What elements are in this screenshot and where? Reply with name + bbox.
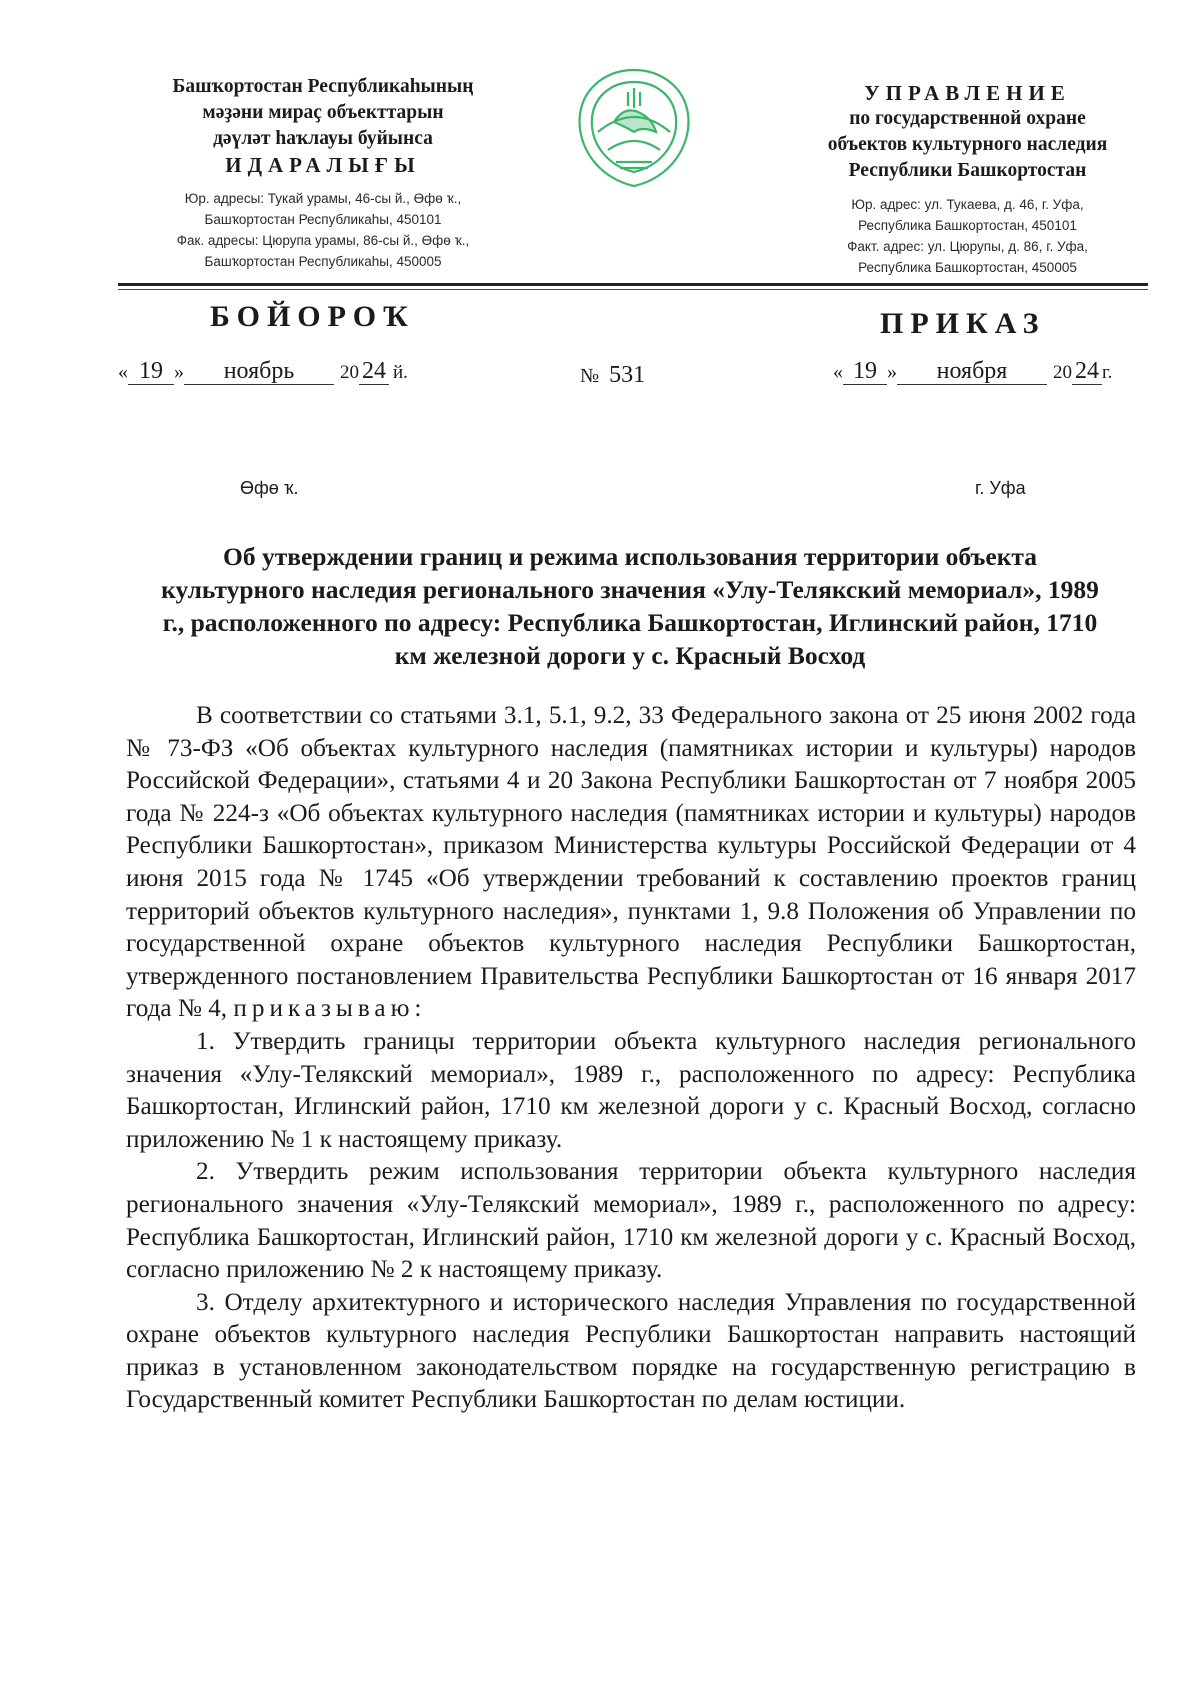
org-name-russian: УПРАВЛЕНИЕ по государственной охране объектов культурного наследия Республики Башкортостан (827, 81, 1108, 181)
preamble-paragraph: В соответствии со статьями 3.1, 5.1, 9.2, 33 Федерального закона от 25 июня 2002 года № 73-ФЗ «Об объектах культурного наследия (памятниках истории и культуры) народов Российской Федерации», статьями 4 и 20 Закона Республики Башкортостан от 7 ноября 2005 года № 224-з «Об объектах культурного наследия (памятниках истории и культуры) народов Республики Башкортостан», приказом Министерства культуры Российской Федерации от 4 июня 2015 года № 1745 «Об утверждении требований к составлению проектов границ территорий объектов культурного наследия», пунктами 1, 9.8 Положения об Управлении по государственной охране объектов культурного наследия Республики Башкортостан, утвержденного постановлением Правительства Республики Башкортостан от 16 января 2017 года № 4, приказываю: (126, 702, 1136, 1023)
date-month: ноябрь (184, 358, 334, 385)
header-left-block (108, 74, 538, 272)
decree-word: приказываю: (233, 995, 427, 1023)
date-day: 19 (843, 358, 887, 385)
date-year: 24 (1072, 358, 1102, 385)
item-paragraph: 2. Утвердить режим использования территории объекта культурного наследия регионального значения «Улу-Телякский мемориал», 1989 г., расположенного по адресу: Республика Башкортостан, Иглинский район, 1710 км железной дороги у с. Красный Восход, согласно приложению № 2 к настоящему приказу. (126, 1158, 1136, 1284)
header-divider (118, 283, 1148, 286)
address-russian: Юр. адрес: ул. Тукаева, д. 46, г. Уфа, Республика Башкортостан, 450101 Факт. адрес: ул. Цюрупы, д. 86, г. Уфа, Республика Башкортостан, 450005 (847, 197, 1088, 275)
date-month: ноября (897, 358, 1047, 385)
order-word-bashkir: БОЙОРОҠ (210, 300, 415, 333)
address-bashkir: Юр. адресы: Тукай урамы, 46-сы й., Өфө ҡ., Башҡортостан Республикаһы, 450101 Фак. адресы: Цюрупа урамы, 86-сы й., Өфө ҡ., Башҡортостан Республикаһы, 450005 (176, 191, 470, 269)
date-russian: « 19 » ноября 20 24 г. (833, 358, 1113, 384)
document-title: Об утверждении границ и режима использования территории объекта культурного наследия регионального значения «Улу-Телякский мемориал», 1989 г., расположенного по адресу: Республика Башкортостан, Иглинский район, 1710 км железной дороги у с. Красный Восход (161, 542, 1099, 670)
date-year: 24 (359, 358, 389, 385)
order-number: № 531 (580, 362, 646, 388)
date-day: 19 (128, 358, 174, 385)
city-russian: г. Уфа (975, 478, 1026, 498)
date-bashkir: « 19 » ноябрь 20 24 й. (118, 358, 408, 384)
org-name-bashkir: Башҡортостан Республикаһының мәҙәни мираҫ объекттарын дәүләт һаҡлауы буйынса ИДАРАЛЫҒЫ (172, 76, 474, 177)
header-divider-thin (118, 289, 1148, 290)
city-bashkir: Өфө ҡ. (240, 478, 299, 498)
item-paragraph: 3. Отделу архитектурного и исторического наследия Управления по государственной охране объектов культурного наследия Республики Башкортостан направить настоящий приказ в установленном законодательством порядке на государственную регистрацию в Государственный комитет Республики Башкортостан по делам юстиции. (126, 1288, 1136, 1414)
document-body (126, 700, 1136, 1417)
header-right-block (790, 80, 1145, 278)
bashkortostan-emblem-icon (568, 62, 700, 194)
item-paragraph: 1. Утвердить границы территории объекта культурного наследия регионального значения «Улу-Телякский мемориал», 1989 г., расположенного по адресу: Республика Башкортостан, Иглинский район, 1710 км железной дороги у с. Красный Восход, согласно приложению № 1 к настоящему приказу. (126, 1027, 1136, 1153)
order-word-russian: ПРИКАЗ (880, 307, 1046, 340)
